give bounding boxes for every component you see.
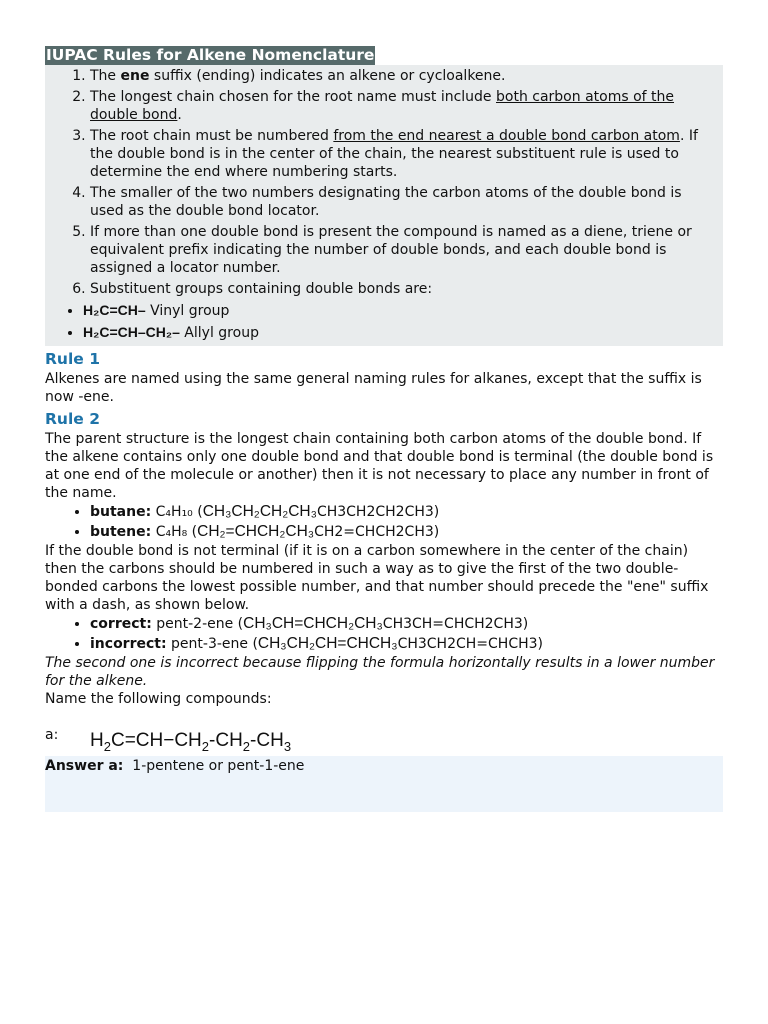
iupac-rules-box [45, 46, 723, 346]
rules-body [45, 65, 723, 346]
substituent-list [45, 301, 719, 345]
example-butene: • butene: C₄H₈ (CH₂=CHCH₂CH₃CH2=CHCH2CH3) [90, 522, 723, 542]
answer-a-line [45, 756, 723, 776]
rule-1-text: Alkenes are named using the same general naming rules for alkanes, except that the suffix is now -ene. [45, 371, 702, 405]
rule-item-1: 1. The ene suffix (ending) indicates an alkene or cycloalkene. [90, 67, 719, 88]
rule-item-6: 6. Substituent groups containing double bonds are: [90, 280, 719, 301]
rule-2-text-2: If the double bond is not terminal (if it is on a carbon somewhere in the center of the chain) then the carbons should be numbered in such a way as to give the first of the two double-bonded carbons the lowest possible number, and that number should precede the "ene" suffix with a dash, as shown below. [45, 543, 709, 613]
rule-2-heading: Rule 2 [45, 410, 100, 428]
answer-a-box[interactable] [45, 756, 723, 812]
answer-a-text: 1-pentene or pent-1-ene [123, 757, 305, 774]
substituent-vinyl: • H₂C=CH– Vinyl group [83, 301, 719, 323]
exercise-prompt: Name the following compounds: [45, 691, 272, 707]
butane-butene-examples [45, 502, 723, 542]
compound-a [45, 726, 723, 754]
rule-item-5: 5. If more than one double bond is present the compound is named as a diene, triene or equivalent prefix indicating the number of double bonds, and each double bond is assigned a locator number. [90, 223, 719, 280]
rules-list [45, 67, 719, 301]
pentene-examples [45, 614, 723, 654]
compound-a-formula: $H_2C=CH-CH_2-CH_2-CH_3$ [90, 730, 292, 754]
rules-title: IUPAC Rules for Alkene Nomenclature [46, 46, 375, 64]
example-butane: • butane: C₄H₁₀ (CH₃CH₂CH₂CH₃CH3CH2CH2CH3) [90, 502, 723, 522]
rule-item-3: 3. The root chain must be numbered from the end nearest a double bond carbon atom. If the double bond is in the center of the chain, the nearest substituent rule is used to determine the end where numbering starts. [90, 127, 719, 184]
ene-bold: ene [120, 68, 150, 84]
example-correct: • correct: pent-2-ene (CH₃CH=CHCH₂CH₃CH3CH=CHCH2CH3) [90, 614, 723, 634]
answer-a-label: Answer a: [45, 757, 124, 774]
rule-item-4: 4. The smaller of the two numbers designating the carbon atoms of the double bond is used as the double bond locator. [90, 184, 719, 223]
incorrect-explanation: The second one is incorrect because flipping the formula horizontally results in a lower number for the alkene. [45, 655, 715, 689]
rule-item-2: 2. The longest chain chosen for the root name must include both carbon atoms of the double bond. [90, 88, 719, 127]
example-incorrect: • incorrect: pent-3-ene (CH₃CH₂CH=CHCH₃CH3CH2CH=CHCH3) [90, 634, 723, 654]
compound-a-label: a: [45, 727, 59, 743]
rule-1-heading: Rule 1 [45, 350, 100, 368]
rule-2-text: The parent structure is the longest chain containing both carbon atoms of the double bond. If the alkene contains only one double bond and that double bond is terminal (the double bond is at one end of the molecule or another) then it is not necessary to place any number in front of the name. [45, 431, 714, 501]
substituent-allyl: • H₂C=CH–CH₂– Allyl group [83, 323, 719, 345]
